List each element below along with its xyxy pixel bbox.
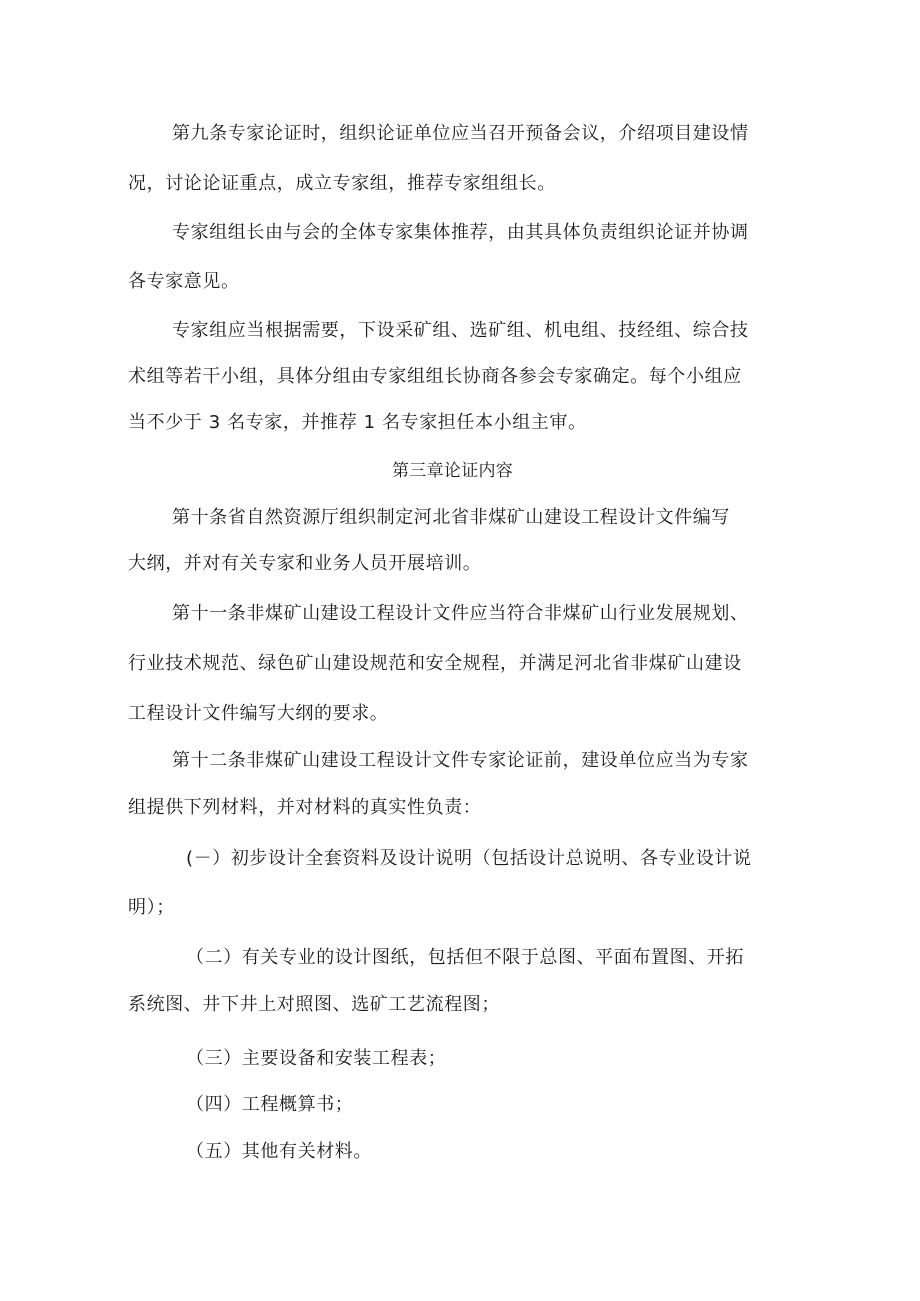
list-item-5: （五）其他有关材料。 — [186, 1141, 372, 1162]
article-12-line-1: 第十二条非煤矿山建设工程设计文件专家论证前，建设单位应当为专家 — [172, 750, 749, 771]
groups-paragraph-line-1: 专家组应当根据需要，下设采矿组、选矿组、机电组、技经组、综合技 — [172, 320, 749, 341]
list-item-1-line-2: 明）； — [128, 897, 175, 918]
list-item-3: （三）主要设备和安装工程表； — [186, 1048, 447, 1069]
article-12-line-2: 组提供下列材料，并对材料的真实性负责： — [128, 797, 482, 818]
chapter-title: 第三章论证内容 — [392, 461, 514, 481]
article-9-line-1: 第九条专家论证时，组织论证单位应当召开预备会议，介绍项目建设情 — [172, 123, 749, 144]
groups-paragraph-line-2: 术组等若干小组，具体分组由专家组组长协商各参会专家确定。每个小组应 — [128, 366, 742, 387]
list-item-2-line-2: 系统图、井下井上对照图、选矿工艺流程图； — [128, 994, 500, 1015]
article-11-line-2: 行业技术规范、绿色矿山建设规范和安全规程，并满足河北省非煤矿山建设 — [128, 653, 742, 674]
leader-paragraph-line-1: 专家组组长由与会的全体专家集体推荐，由其具体负责组织论证并协调 — [172, 222, 749, 243]
list-item-4: （四）工程概算书； — [186, 1094, 354, 1115]
list-item-1-line-1: (－）初步设计全套资料及设计说明（包括设计总说明、各专业设计说 — [186, 848, 752, 869]
leader-paragraph-line-2: 各专家意见。 — [128, 271, 240, 292]
article-10-line-2: 大纲，并对有关专家和业务人员开展培训。 — [128, 553, 482, 574]
article-9-line-2: 况，讨论论证重点，成立专家组，推荐专家组组长。 — [128, 173, 556, 194]
article-11-line-3: 工程设计文件编写大纲的要求。 — [128, 703, 389, 724]
article-11-line-1: 第十一条非煤矿山建设工程设计文件应当符合非煤矿山行业发展规划、 — [172, 603, 749, 624]
list-item-2-line-1: （二）有关专业的设计图纸，包括但不限于总图、平面布置图、开拓 — [186, 947, 744, 968]
groups-paragraph-line-3: 当不少于 3 名专家，并推荐 1 名专家担任本小组主审。 — [128, 412, 587, 433]
article-10-line-1: 第十条省自然资源厅组织制定河北省非煤矿山建设工程设计文件编写 — [172, 507, 730, 528]
